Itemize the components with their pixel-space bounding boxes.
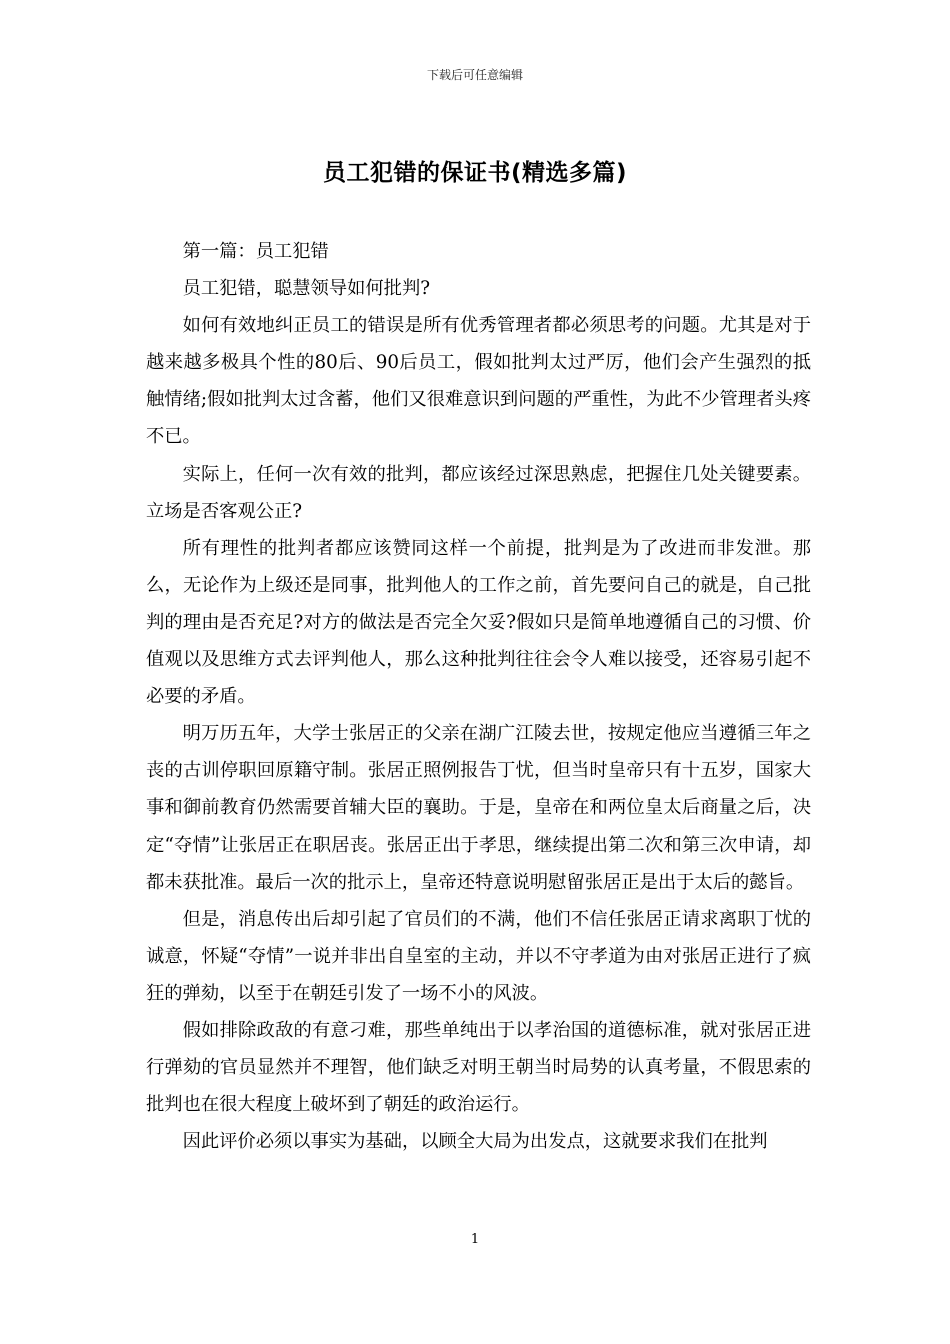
paragraph-8: 假如排除政敌的有意刁难，那些单纯出于以孝治国的道德标准，就对张居正进行弹劾的官员显然并不理智，他们缺乏对明王朝当时局势的认真考量，不假思索的批判也在很大程度上破坏到了朝廷的政治运行。 — [146, 1019, 811, 1116]
paragraph-1: 第一篇：员工犯错 — [182, 241, 329, 262]
paragraph-5: 所有理性的批判者都应该赞同这样一个前提，批判是为了改进而非发泄。那么，无论作为上级还是同事，批判他人的工作之前，首先要问自己的就是，自己批判的理由是否充足?对方的做法是否完全欠妥?假如只是简单地遵循自己的习惯、价值观以及思维方式去评判他人，那么这种批判往往会令人难以接受，还容易引起不必要的矛盾。 — [146, 537, 811, 708]
paragraph-2: 员工犯错，聪慧领导如何批判? — [182, 278, 431, 300]
paragraph-4: 实际上，任何一次有效的批判，都应该经过深思熟虑，把握住几处关键要素。立场是否客观公正? — [146, 463, 811, 522]
document-body — [146, 233, 811, 1160]
page-number: 1 — [470, 1232, 480, 1247]
paragraph-9: 因此评价必须以事实为基础，以顾全大局为出发点，这就要求我们在批判 — [182, 1131, 768, 1153]
header-note: 下载后可任意编辑 — [426, 68, 523, 82]
paragraph-7: 但是，消息传出后却引起了官员们的不满，他们不信任张居正请求离职丁忧的诚意，怀疑“夺情”一说并非出自皇室的主动，并以不守孝道为由对张居正进行了疯狂的弹劾，以至于在朝廷引发了一场不小的风波。 — [146, 908, 811, 1004]
document-title: 员工犯错的保证书(精选多篇) — [322, 160, 628, 186]
paragraph-6: 明万历五年，大学士张居正的父亲在湖广江陵去世，按规定他应当遵循三年之丧的古训停职回原籍守制。张居正照例报告丁忧，但当时皇帝只有十五岁，国家大事和御前教育仍然需要首辅大臣的襄助。于是，皇帝在和两位皇太后商量之后，决定“夺情”让张居正在职居丧。张居正出于孝思，继续提出第二次和第三次申请，却都未获批准。最后一次的批示上，皇帝还特意说明慰留张居正是出于太后的懿旨。 — [146, 723, 811, 893]
paragraph-3: 如何有效地纠正员工的错误是所有优秀管理者都必须思考的问题。尤其是对于越来越多极具个性的80后、90后员工，假如批判太过严厉，他们会产生强烈的抵触情绪;假如批判太过含蓄，他们又很难意识到问题的严重性，为此不少管理者头疼不已。 — [146, 315, 811, 448]
